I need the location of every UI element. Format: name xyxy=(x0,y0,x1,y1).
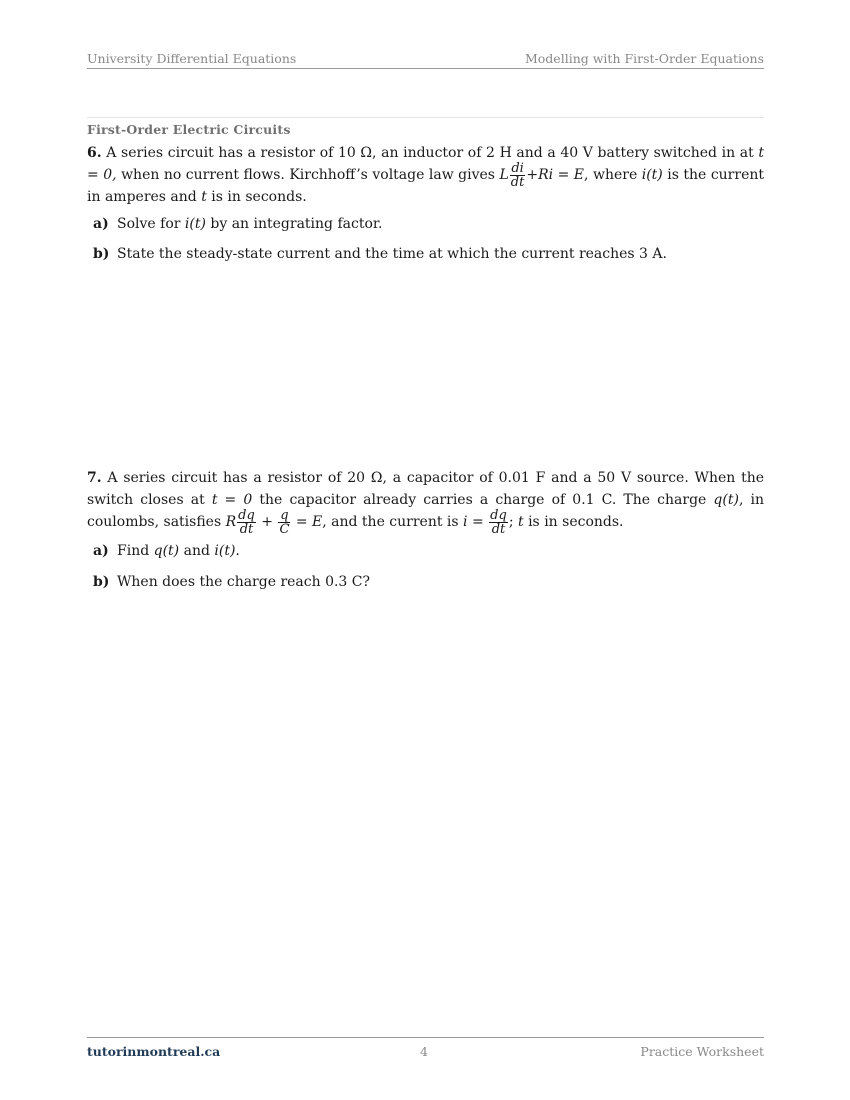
problem-text: when no current flows. Kirchhoff’s voltage law gives xyxy=(116,167,500,183)
math-fraction xyxy=(278,509,290,536)
math-inline: q(t) xyxy=(153,543,180,559)
header-course-title: University Differential Equations xyxy=(87,51,297,66)
part-label: a) xyxy=(93,216,109,232)
problem-text: , where xyxy=(584,167,642,183)
math-inline: i(t) xyxy=(184,216,206,232)
problem-text: is the current in amperes and xyxy=(87,167,764,205)
fraction-denominator: dt xyxy=(239,521,254,537)
problem-7-part-b xyxy=(93,572,370,592)
problem-text: ; xyxy=(508,514,518,530)
math-inline: R xyxy=(225,514,237,530)
problem-text: is in seconds. xyxy=(523,514,624,530)
footer-site-link[interactable]: tutorinmontreal.ca xyxy=(87,1044,221,1059)
part-text: Find xyxy=(117,543,154,559)
part-label: b) xyxy=(93,574,110,590)
fraction-denominator: C xyxy=(279,521,290,537)
math-inline: t xyxy=(517,514,524,530)
problem-7 xyxy=(87,467,764,537)
problem-text: is in seconds. xyxy=(206,189,307,205)
fraction-numerator: q xyxy=(280,507,289,523)
math-inline: = E xyxy=(291,514,323,530)
math-inline: i(t) xyxy=(641,167,663,183)
footer-document-label: Practice Worksheet xyxy=(640,1044,764,1059)
part-label: b) xyxy=(93,246,110,262)
problem-7-part-a xyxy=(93,541,240,561)
problem-6 xyxy=(87,142,764,208)
part-text: Solve for xyxy=(117,216,185,232)
problem-6-part-a xyxy=(93,214,383,234)
math-inline: +Ri = E xyxy=(526,167,585,183)
math-fraction xyxy=(489,509,508,536)
part-label: a) xyxy=(93,543,109,559)
problem-text: , in coulombs, satisfies xyxy=(87,492,764,530)
fraction-numerator: dq xyxy=(238,507,255,523)
fraction-numerator: di xyxy=(511,160,524,176)
section-title: First-Order Electric Circuits xyxy=(87,122,291,137)
part-text: and xyxy=(179,543,215,559)
math-inline: q(t) xyxy=(713,492,739,508)
problem-number: 6. xyxy=(87,145,102,161)
math-inline: t = 0, xyxy=(87,145,764,183)
header-chapter-title: Modelling with First-Order Equations xyxy=(524,51,764,66)
math-inline: t xyxy=(201,189,207,205)
section-divider xyxy=(87,117,764,118)
part-text: State the steady-state current and the time at which the current reaches 3 A. xyxy=(117,246,667,262)
part-text: by an integrating factor. xyxy=(205,216,383,232)
fraction-denominator: dt xyxy=(510,174,525,190)
problem-text: A series circuit has a resistor of 10 Ω, an inductor of 2 H and a 40 V battery switched in at xyxy=(106,145,759,161)
math-inline: L xyxy=(499,167,509,183)
page-header xyxy=(87,51,764,69)
problem-6-part-b xyxy=(93,244,667,264)
math-operator: + xyxy=(256,514,278,530)
math-inline: t = 0 xyxy=(211,492,253,508)
problem-text: the capacitor already carries a charge of 0.1 C. The charge xyxy=(252,492,714,508)
part-text: When does the charge reach 0.3 C? xyxy=(117,574,371,590)
math-fraction xyxy=(510,162,526,189)
fraction-numerator: dq xyxy=(490,507,507,523)
fraction-denominator: dt xyxy=(491,521,506,537)
page-footer xyxy=(87,1037,764,1062)
page-number: 4 xyxy=(420,1044,428,1059)
math-inline: i(t) xyxy=(214,543,236,559)
part-text: . xyxy=(235,543,240,559)
math-inline: i = xyxy=(463,514,489,530)
problem-number: 7. xyxy=(87,470,102,486)
problem-text: A series circuit has a resistor of 20 Ω, a capacitor of 0.01 F and a 50 V source. When the switch closes at xyxy=(87,470,764,508)
math-fraction xyxy=(237,509,256,536)
problem-text: , and the current is xyxy=(322,514,464,530)
